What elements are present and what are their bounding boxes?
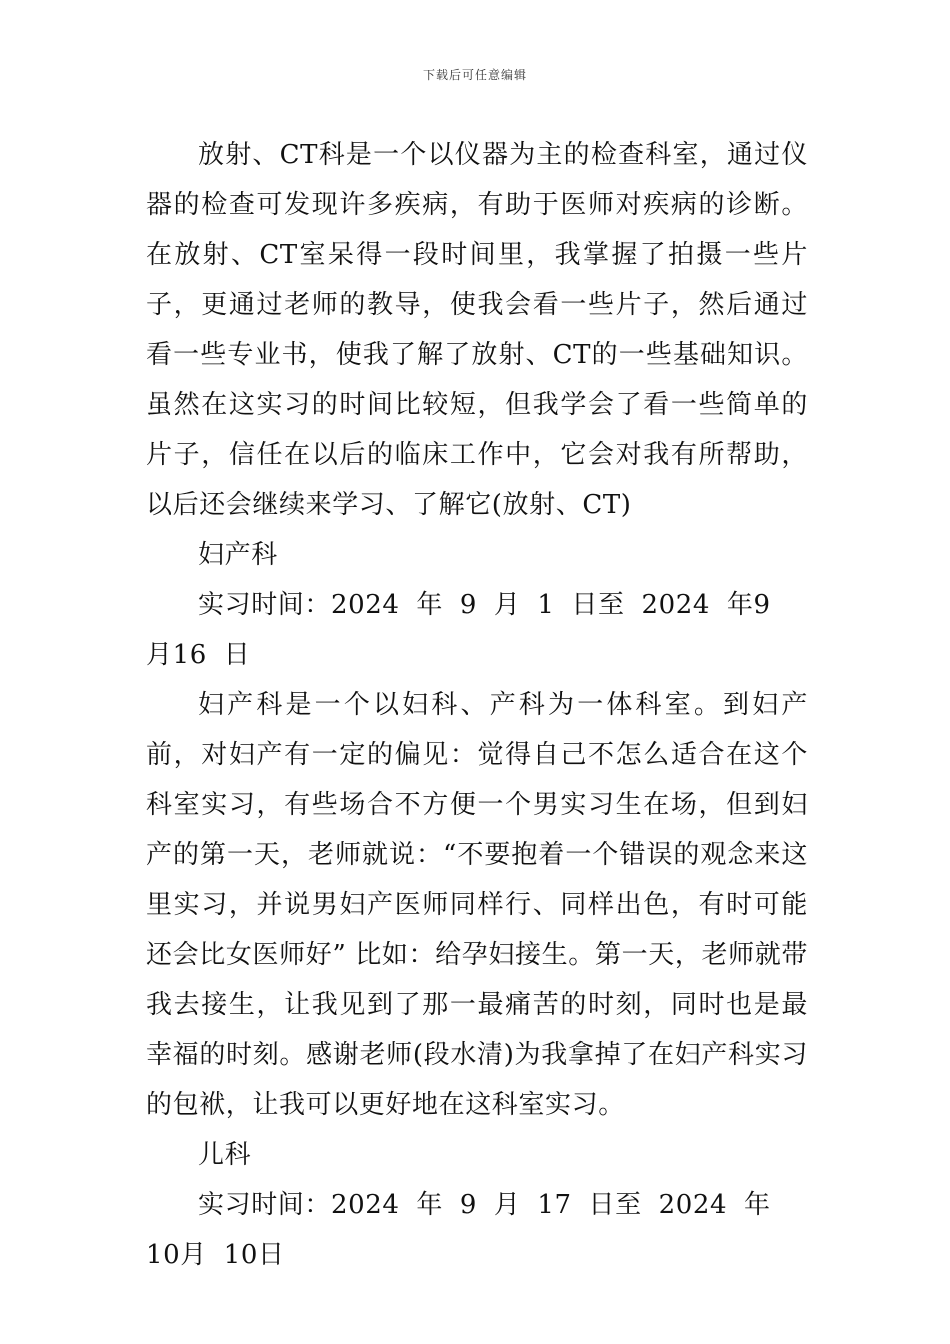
document-body — [146, 130, 808, 1280]
page-header: 下载后可任意编辑 — [422, 68, 527, 82]
section-heading-obgyn: 妇产科 — [198, 540, 278, 570]
paragraph-radiology: 放射、CT科是一个以仪器为主的检查科室，通过仪器的检查可发现许多疾病，有助于医师对疾病的诊断。在放射、CT室呆得一段时间里，我掌握了拍摄一些片子，更通过老师的教导，使我会看一些片子，然后通过看一些专业书，使我了解了放射、CT的一些基础知识。虽然在这实习的时间比较短，但我学会了看一些简单的片子，信任在以后的临床工作中，它会对我有所帮助，以后还会继续来学习、了解它(放射、CT) — [146, 140, 808, 520]
section-heading-pediatrics: 儿科 — [198, 1140, 252, 1170]
internship-date-pediatrics: 实习时间：2024 年 9 月 17 日至 2024 年 10月 10日 — [146, 1190, 771, 1270]
paragraph-obgyn: 妇产科是一个以妇科、产科为一体科室。到妇产前，对妇产有一定的偏见：觉得自己不怎么适合在这个科室实习，有些场合不方便一个男实习生在场，但到妇产的第一天，老师就说：“不要抱着一个错误的观念来这里实习，并说男妇产医师同样行、同样出色，有时可能还会比女医师好” 比如：给孕妇接生。第一天，老师就带我去接生，让我见到了那一最痛苦的时刻，同时也是最幸福的时刻。感谢老师(段水清)为我拿掉了在妇产科实习的包袱，让我可以更好地在这科室实习。 — [146, 690, 808, 1120]
internship-date-obgyn: 实习时间：2024 年 9 月 1 日至 2024 年9 月16 日 — [146, 590, 771, 670]
